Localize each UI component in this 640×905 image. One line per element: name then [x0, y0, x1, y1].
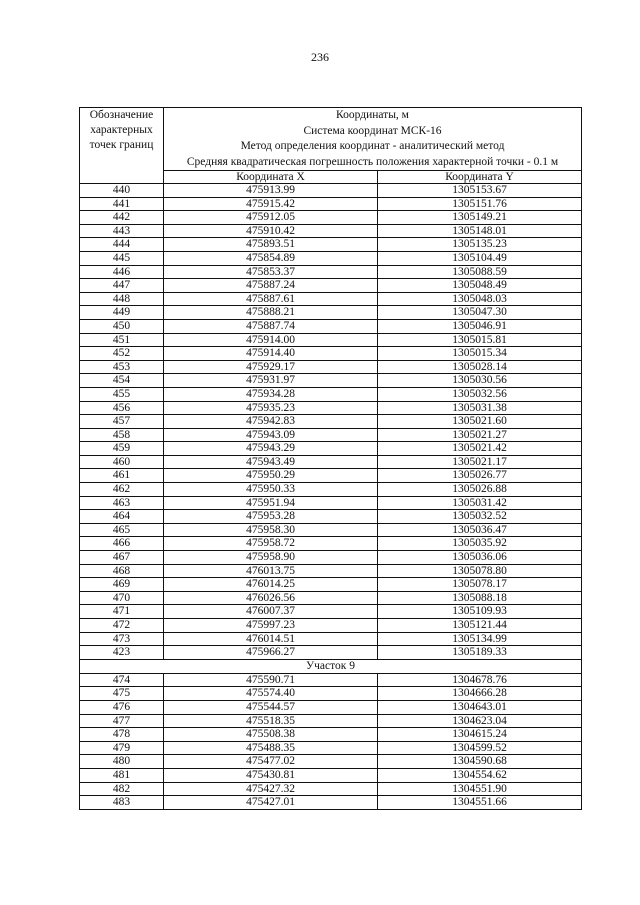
table-row	[80, 632, 582, 646]
coordinate-y-cell: 1305035.92	[378, 537, 582, 551]
coordinates-header	[164, 108, 582, 171]
coordinate-y-cell: 1304551.90	[378, 782, 582, 796]
table-row	[80, 728, 582, 742]
coordinate-x-cell: 475913.99	[164, 184, 378, 198]
coordinate-x-cell: 475912.05	[164, 211, 378, 225]
point-id-cell: 475	[80, 687, 164, 701]
coordinate-y-cell: 1305031.42	[378, 496, 582, 510]
table-row	[80, 578, 582, 592]
table-row	[80, 306, 582, 320]
coordinate-x-cell: 476007.37	[164, 605, 378, 619]
coordinate-x-cell: 475427.01	[164, 796, 378, 810]
coordinates-table	[79, 107, 582, 810]
table-body	[80, 108, 582, 810]
point-id-cell: 450	[80, 319, 164, 333]
point-id-cell: 456	[80, 401, 164, 415]
table-row	[80, 428, 582, 442]
coordinate-y-cell: 1305030.56	[378, 374, 582, 388]
coordinate-y-cell: 1305021.42	[378, 442, 582, 456]
coordinate-y-cell: 1305078.80	[378, 564, 582, 578]
coordinate-y-cell: 1305047.30	[378, 306, 582, 320]
coordinate-x-cell: 475854.89	[164, 251, 378, 265]
section-row	[80, 659, 582, 673]
coordinate-x-cell: 475915.42	[164, 197, 378, 211]
point-label-line-2: характерных	[90, 124, 153, 136]
table-row	[80, 347, 582, 361]
point-id-cell: 442	[80, 211, 164, 225]
coordinate-x-cell: 475943.29	[164, 442, 378, 456]
coordinate-x-cell: 475887.74	[164, 319, 378, 333]
point-id-cell: 447	[80, 279, 164, 293]
table-row	[80, 211, 582, 225]
table-row	[80, 442, 582, 456]
table-row	[80, 238, 582, 252]
point-id-cell: 468	[80, 564, 164, 578]
coordinate-x-cell: 476026.56	[164, 591, 378, 605]
coordinate-y-cell: 1305036.06	[378, 551, 582, 565]
point-id-cell: 478	[80, 728, 164, 742]
point-id-cell: 464	[80, 510, 164, 524]
table-row	[80, 292, 582, 306]
coordinate-y-cell: 1304615.24	[378, 728, 582, 742]
coordinate-y-cell: 1305189.33	[378, 646, 582, 660]
coordinate-y-cell: 1305021.27	[378, 428, 582, 442]
table-row	[80, 646, 582, 660]
table-row	[80, 523, 582, 537]
coordinate-y-cell: 1305031.38	[378, 401, 582, 415]
coordinate-x-cell: 475430.81	[164, 768, 378, 782]
table-row	[80, 333, 582, 347]
coordinate-x-cell: 475888.21	[164, 306, 378, 320]
table-row	[80, 755, 582, 769]
coordinate-y-cell: 1304554.62	[378, 768, 582, 782]
coordinate-y-cell: 1305028.14	[378, 360, 582, 374]
table-row	[80, 455, 582, 469]
coordinate-x-header: Координата X	[164, 171, 378, 184]
table-row	[80, 591, 582, 605]
table-row	[80, 537, 582, 551]
coordinate-x-cell: 475893.51	[164, 238, 378, 252]
point-id-cell: 452	[80, 347, 164, 361]
coordinate-x-cell: 475958.72	[164, 537, 378, 551]
coordinate-x-cell: 475953.28	[164, 510, 378, 524]
table-row	[80, 673, 582, 687]
coordinate-x-cell: 475943.09	[164, 428, 378, 442]
point-id-cell: 471	[80, 605, 164, 619]
table-row	[80, 782, 582, 796]
coordinate-x-cell: 475887.61	[164, 292, 378, 306]
page-number: 236	[311, 50, 329, 64]
point-id-cell: 477	[80, 714, 164, 728]
point-id-cell: 476	[80, 700, 164, 714]
table-row	[80, 605, 582, 619]
coordinate-x-cell: 475518.35	[164, 714, 378, 728]
point-label-line-3: точек границ	[89, 139, 154, 151]
coordinate-y-cell: 1305021.60	[378, 415, 582, 429]
table-row	[80, 714, 582, 728]
coordinate-x-cell: 475929.17	[164, 360, 378, 374]
coordinate-x-cell: 475887.24	[164, 279, 378, 293]
coordinate-x-cell: 475934.28	[164, 387, 378, 401]
coordinate-x-cell: 475914.40	[164, 347, 378, 361]
coordinate-y-cell: 1305134.99	[378, 632, 582, 646]
point-id-cell: 460	[80, 455, 164, 469]
table-row	[80, 401, 582, 415]
point-id-cell: 462	[80, 483, 164, 497]
coordinate-x-cell: 475488.35	[164, 741, 378, 755]
coordinate-x-cell: 475427.32	[164, 782, 378, 796]
point-id-cell: 451	[80, 333, 164, 347]
point-id-cell: 423	[80, 646, 164, 660]
coordinate-x-cell: 475950.29	[164, 469, 378, 483]
point-id-cell: 479	[80, 741, 164, 755]
table-row	[80, 265, 582, 279]
table-row	[80, 360, 582, 374]
point-id-cell: 474	[80, 673, 164, 687]
coordinate-y-cell: 1304643.01	[378, 700, 582, 714]
coordinate-y-cell: 1305021.17	[378, 455, 582, 469]
point-id-cell: 483	[80, 796, 164, 810]
point-label-line-1: Обозначение	[89, 109, 154, 121]
point-id-cell: 465	[80, 523, 164, 537]
table-row	[80, 796, 582, 810]
coordinate-y-cell: 1304551.66	[378, 796, 582, 810]
point-id-cell: 473	[80, 632, 164, 646]
point-id-cell: 457	[80, 415, 164, 429]
header-row	[80, 108, 582, 171]
coordinate-x-cell: 475508.38	[164, 728, 378, 742]
point-id-cell: 467	[80, 551, 164, 565]
table-row	[80, 415, 582, 429]
coordinate-x-cell: 476014.25	[164, 578, 378, 592]
coordinate-y-cell: 1304590.68	[378, 755, 582, 769]
point-id-cell: 455	[80, 387, 164, 401]
coordinate-y-cell: 1305032.52	[378, 510, 582, 524]
table-row	[80, 319, 582, 333]
coordinate-x-cell: 475942.83	[164, 415, 378, 429]
table-row	[80, 387, 582, 401]
table-row	[80, 469, 582, 483]
table-row	[80, 374, 582, 388]
coordinate-y-cell: 1305109.93	[378, 605, 582, 619]
point-id-cell: 448	[80, 292, 164, 306]
point-id-cell: 482	[80, 782, 164, 796]
table-row	[80, 551, 582, 565]
coordinate-y-cell: 1305148.01	[378, 224, 582, 238]
coordinate-y-cell: 1305036.47	[378, 523, 582, 537]
coordinate-y-cell: 1304623.04	[378, 714, 582, 728]
point-id-cell: 461	[80, 469, 164, 483]
coordinate-method: Метод определения координат - аналитический метод	[240, 140, 505, 152]
point-label-header	[80, 108, 164, 184]
coordinate-y-cell: 1305046.91	[378, 319, 582, 333]
coordinate-x-cell: 476013.75	[164, 564, 378, 578]
point-id-cell: 454	[80, 374, 164, 388]
coordinate-x-cell: 476014.51	[164, 632, 378, 646]
point-id-cell: 469	[80, 578, 164, 592]
point-id-cell: 444	[80, 238, 164, 252]
point-id-cell: 446	[80, 265, 164, 279]
coordinate-y-cell: 1305104.49	[378, 251, 582, 265]
point-id-cell: 463	[80, 496, 164, 510]
section-label: Участок 9	[80, 659, 582, 673]
point-id-cell: 459	[80, 442, 164, 456]
point-id-cell: 481	[80, 768, 164, 782]
coordinate-x-cell: 475910.42	[164, 224, 378, 238]
coordinate-y-cell: 1305121.44	[378, 619, 582, 633]
table-row	[80, 496, 582, 510]
coordinate-y-cell: 1305032.56	[378, 387, 582, 401]
coordinate-x-cell: 475958.90	[164, 551, 378, 565]
point-id-cell: 458	[80, 428, 164, 442]
coordinate-x-cell: 475943.49	[164, 455, 378, 469]
coordinate-x-cell: 475931.97	[164, 374, 378, 388]
coordinates-title: Координаты, м	[336, 109, 409, 121]
coordinate-y-cell: 1305015.81	[378, 333, 582, 347]
coordinate-x-cell: 475935.23	[164, 401, 378, 415]
point-id-cell: 440	[80, 184, 164, 198]
coordinate-x-cell: 475544.57	[164, 700, 378, 714]
table-row	[80, 619, 582, 633]
coordinate-x-cell: 475574.40	[164, 687, 378, 701]
point-id-cell: 466	[80, 537, 164, 551]
table-row	[80, 564, 582, 578]
coordinate-y-header: Координата Y	[378, 171, 582, 184]
coordinate-y-cell: 1305149.21	[378, 211, 582, 225]
table-row	[80, 483, 582, 497]
coordinate-y-cell: 1305135.23	[378, 238, 582, 252]
point-id-cell: 480	[80, 755, 164, 769]
coordinate-y-cell: 1305153.67	[378, 184, 582, 198]
coordinate-system: Система координат МСК-16	[303, 124, 442, 137]
point-id-cell: 449	[80, 306, 164, 320]
table-row	[80, 251, 582, 265]
table-row	[80, 279, 582, 293]
coordinate-y-cell: 1305088.18	[378, 591, 582, 605]
coordinate-y-cell: 1305048.03	[378, 292, 582, 306]
coordinate-x-cell: 475951.94	[164, 496, 378, 510]
table-row	[80, 184, 582, 198]
coordinate-x-cell: 475997.23	[164, 619, 378, 633]
coordinate-y-cell: 1305048.49	[378, 279, 582, 293]
coordinate-error: Средняя квадратическая погрешность положения характерной точки - 0.1 м	[186, 155, 559, 168]
point-id-cell: 472	[80, 619, 164, 633]
coordinate-x-cell: 475590.71	[164, 673, 378, 687]
coordinate-y-cell: 1305078.17	[378, 578, 582, 592]
coordinate-y-cell: 1304599.52	[378, 741, 582, 755]
table-row	[80, 687, 582, 701]
table-row	[80, 510, 582, 524]
coordinate-x-cell: 475914.00	[164, 333, 378, 347]
point-id-cell: 443	[80, 224, 164, 238]
coordinate-y-cell: 1305026.77	[378, 469, 582, 483]
table-row	[80, 197, 582, 211]
coordinate-x-cell: 475853.37	[164, 265, 378, 279]
coordinate-x-cell: 475477.02	[164, 755, 378, 769]
point-id-cell: 441	[80, 197, 164, 211]
coordinate-y-cell: 1305088.59	[378, 265, 582, 279]
point-id-cell: 445	[80, 251, 164, 265]
table-row	[80, 741, 582, 755]
point-id-cell: 453	[80, 360, 164, 374]
table-row	[80, 768, 582, 782]
table-row	[80, 700, 582, 714]
coordinate-x-cell: 475950.33	[164, 483, 378, 497]
coordinate-y-cell: 1304666.28	[378, 687, 582, 701]
point-id-cell: 470	[80, 591, 164, 605]
coordinate-y-cell: 1304678.76	[378, 673, 582, 687]
coordinate-x-cell: 475958.30	[164, 523, 378, 537]
coordinate-y-cell: 1305015.34	[378, 347, 582, 361]
coordinate-y-cell: 1305151.76	[378, 197, 582, 211]
coordinate-x-cell: 475966.27	[164, 646, 378, 660]
table-row	[80, 224, 582, 238]
coordinate-y-cell: 1305026.88	[378, 483, 582, 497]
